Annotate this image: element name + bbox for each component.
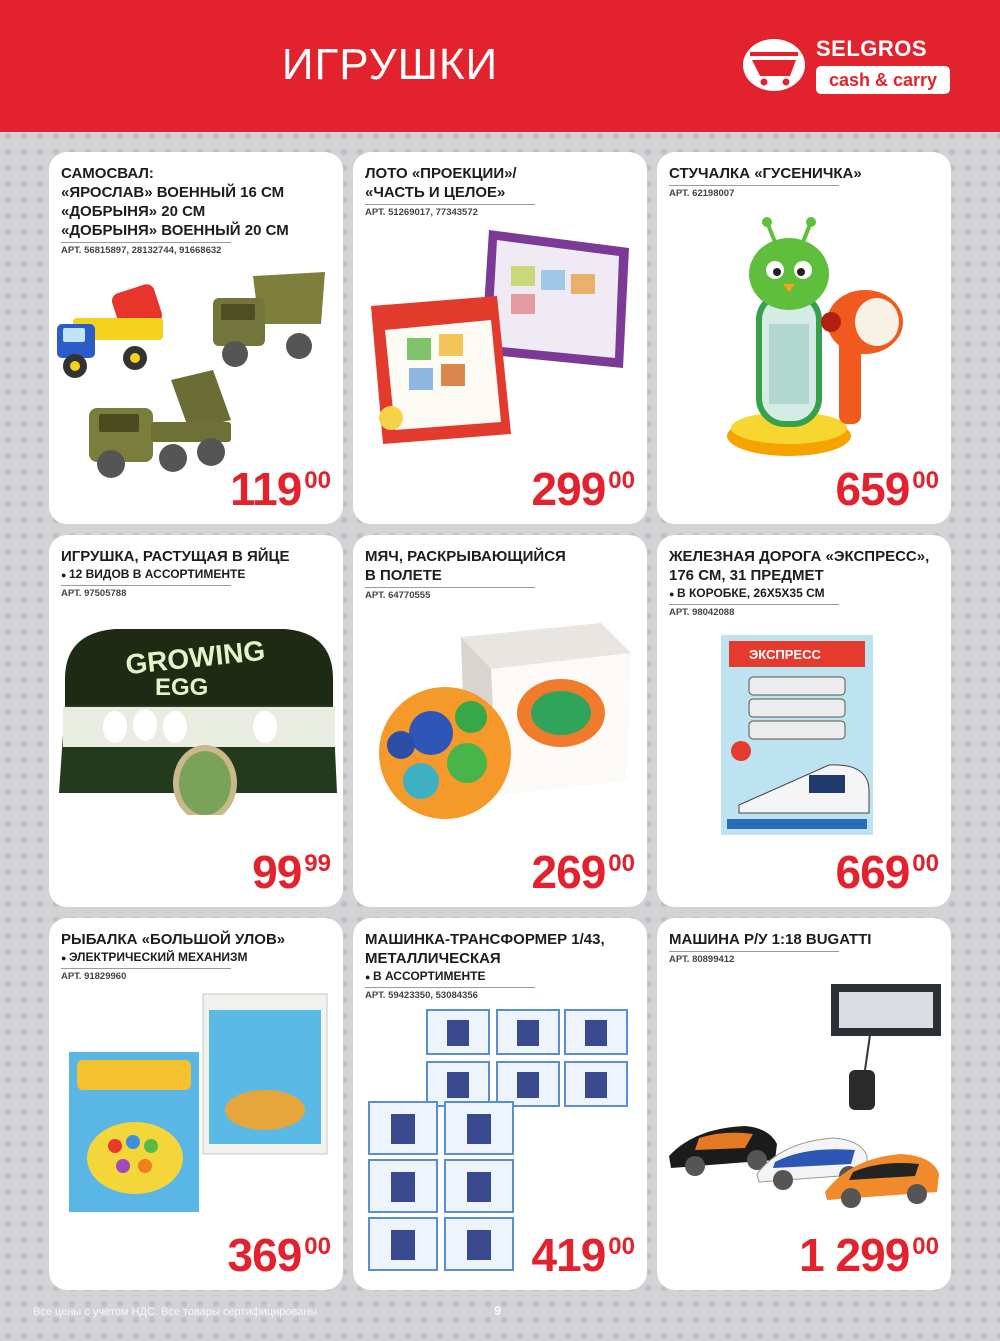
product-title [365, 164, 637, 219]
price-tag [252, 845, 331, 899]
title-line: ЖЕЛЕЗНАЯ ДОРОГА «ЭКСПРЕСС», [669, 548, 930, 565]
product-note: ● В АССОРТИМЕНТЕ [365, 969, 637, 985]
logo-brand: SELGROS [816, 36, 928, 61]
product-card-fishing[interactable] [49, 918, 343, 1290]
article-number: АРТ. 80899412 [669, 951, 839, 966]
price-cents: 00 [912, 467, 939, 494]
price-cents: 99 [304, 850, 331, 877]
title-line: «ДОБРЫНЯ» 20 СМ [61, 203, 206, 220]
article-number: АРТ. 97505788 [61, 585, 231, 600]
product-card-lotto[interactable] [353, 152, 647, 524]
product-card-growing-egg[interactable] [49, 535, 343, 907]
product-card-dump-truck[interactable] [49, 152, 343, 524]
article-number: АРТ. 91829960 [61, 968, 231, 983]
price-tag [532, 1228, 635, 1282]
article-number: АРТ. 51269017, 77343572 [365, 204, 535, 219]
price-main: 659 [835, 463, 910, 515]
product-card-rc-bugatti[interactable] [657, 918, 951, 1290]
product-title [61, 164, 333, 257]
article-number: АРТ. 64770555 [365, 587, 535, 602]
title-line: В ПОЛЕТЕ [365, 567, 442, 584]
product-title [365, 930, 637, 1002]
page-title: ИГРУШКИ [281, 40, 499, 89]
product-title [669, 164, 941, 200]
price-cents: 00 [304, 1233, 331, 1260]
title-line: РЫБАЛКА «БОЛЬШОЙ УЛОВ» [61, 931, 286, 948]
price-tag [532, 462, 635, 516]
title-line: МАШИНА Р/У 1:18 BUGATTI [669, 931, 872, 948]
product-title [669, 930, 941, 966]
price-main: 99 [252, 846, 302, 898]
page-number: 9 [494, 1303, 502, 1318]
title-line: МАШИНКА-ТРАНСФОРМЕР 1/43, [365, 931, 605, 948]
price-cents: 00 [304, 467, 331, 494]
rc-bugatti-cars-image [665, 978, 947, 1210]
product-title [61, 547, 333, 600]
price-cents: 00 [608, 467, 635, 494]
title-line: «ЧАСТЬ И ЦЕЛОЕ» [365, 184, 506, 201]
product-card-railway[interactable] [657, 535, 951, 907]
price-tag [799, 1228, 939, 1282]
selgros-logo [740, 36, 955, 98]
price-tag [836, 845, 939, 899]
title-line: ИГРУШКА, РАСТУЩАЯ В ЯЙЦЕ [61, 548, 290, 565]
article-number: АРТ. 56815897, 28132744, 91668632 [61, 242, 231, 257]
caterpillar-toy-image [717, 214, 917, 464]
price-tag [532, 845, 635, 899]
product-note: ● В КОРОБКЕ, 26Х5Х35 СМ [669, 586, 941, 602]
title-line: «ДОБРЫНЯ» ВОЕННЫЙ 20 СМ [61, 222, 289, 239]
svg-text:ЭКСПРЕСС: ЭКСПРЕСС [749, 647, 821, 662]
product-card-ball[interactable] [353, 535, 647, 907]
product-title [669, 547, 941, 619]
product-title [365, 547, 637, 602]
selgros-basket-icon [740, 36, 808, 94]
price-main: 299 [531, 463, 606, 515]
article-number: АРТ. 59423350, 53084356 [365, 987, 535, 1002]
fishing-game-image [63, 990, 333, 1216]
price-cents: 00 [608, 1233, 635, 1260]
product-title [61, 930, 333, 983]
growing-egg-display-image [55, 615, 339, 815]
article-number: АРТ. 98042088 [669, 604, 839, 619]
product-note: ● 12 ВИДОВ В АССОРТИМЕНТЕ [61, 567, 333, 583]
article-number: АРТ. 62198007 [669, 185, 839, 200]
price-tag [836, 462, 939, 516]
title-line: ЛОТО «ПРОЕКЦИИ»/ [365, 165, 517, 182]
price-main: 1 299 [799, 1229, 910, 1281]
title-line: «ЯРОСЛАВ» ВОЕННЫЙ 16 СМ [61, 184, 285, 201]
svg-text:EGG: EGG [155, 674, 209, 701]
price-cents: 00 [912, 1233, 939, 1260]
price-main: 669 [835, 846, 910, 898]
title-line: 176 СМ, 31 ПРЕДМЕТ [669, 567, 824, 584]
title-line: МЯЧ, РАСКРЫВАЮЩИЙСЯ [365, 548, 566, 565]
product-note: ● ЭЛЕКТРИЧЕСКИЙ МЕХАНИЗМ [61, 950, 333, 966]
product-card-caterpillar[interactable] [657, 152, 951, 524]
railway-set-box-image [719, 631, 879, 841]
svg-text:GROWING: GROWING [124, 634, 267, 681]
price-main: 369 [227, 1229, 302, 1281]
product-card-transformer[interactable] [353, 918, 647, 1290]
footer-disclaimer: Все цены с учетом НДС. Все товары сертифицированы [33, 1306, 318, 1318]
transforming-ball-image [361, 613, 641, 833]
lotto-boxes-image [361, 222, 641, 452]
header-banner [0, 0, 1000, 132]
price-tag [230, 462, 331, 516]
price-main: 119 [230, 463, 302, 515]
price-main: 419 [531, 1229, 606, 1281]
price-main: 269 [531, 846, 606, 898]
price-cents: 00 [912, 850, 939, 877]
price-tag [228, 1228, 331, 1282]
dump-truck-image [53, 252, 339, 482]
title-line: СТУЧАЛКА «ГУСЕНИЧКА» [669, 165, 862, 182]
title-line: САМОСВАЛ: [61, 165, 154, 182]
logo-tagline: cash & carry [816, 66, 950, 94]
title-line: МЕТАЛЛИЧЕСКАЯ [365, 950, 501, 967]
price-cents: 00 [608, 850, 635, 877]
